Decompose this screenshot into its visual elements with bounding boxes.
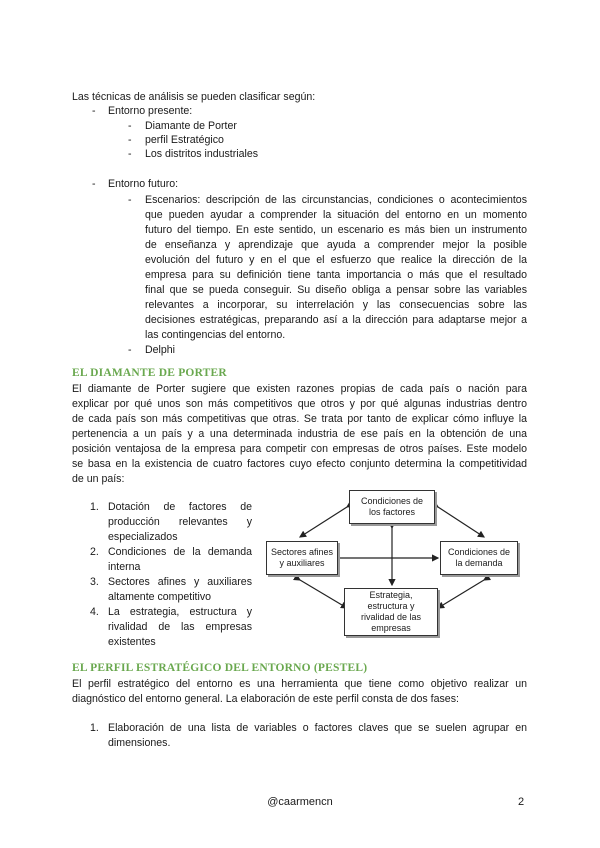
list-item-line: Elaboración de una lista de variables o factores claves que se suelen agrupar en xyxy=(108,722,527,734)
escenarios-line: Escenarios: descripción de las circunstancias, condiciones o acontecimientos xyxy=(145,194,527,206)
list-item-line: producción relevantes y xyxy=(108,516,252,528)
list-item-line: interna xyxy=(108,561,141,573)
paragraph-line: explicar por qué unos son más competitivos que otros y por qué algunas industrias dentro xyxy=(72,398,527,410)
bullet-dash: - xyxy=(128,148,132,160)
list-item-line: dimensiones. xyxy=(108,737,171,749)
escenarios-line: evolución del futuro y en el que el esfuerzo que realice la dirección de la xyxy=(145,254,527,266)
diagram-box-text: empresas xyxy=(371,623,411,633)
diagram-box-text: estructura y xyxy=(367,601,415,611)
paragraph-line: El perfil estratégico del entorno es una herramienta que tiene como objetivo realizar un xyxy=(72,678,527,690)
diagram-box-estrategia xyxy=(344,588,438,636)
diagram-box-text: y auxiliares xyxy=(279,558,325,568)
bullet-dash: - xyxy=(92,105,96,117)
bullet-dash: - xyxy=(128,134,132,146)
escenarios-line: relevantes a incorporar, su interrelación y las consecuencias sobre las xyxy=(145,299,527,311)
delphi-item: Delphi xyxy=(145,344,176,356)
escenarios-line: final que se pueda conseguir. Su diseño obliga a pensar sobre las variables xyxy=(145,284,527,296)
bullet-dash: - xyxy=(128,194,132,206)
list-number: 2. xyxy=(90,546,99,558)
list-item-line: Dotación de factores de xyxy=(108,501,252,513)
diagram-box-text: Condiciones de xyxy=(447,547,511,557)
arrow-top-right xyxy=(438,507,484,537)
intro-text: Las técnicas de análisis se pueden clasificar según: xyxy=(72,91,316,103)
diagram-box-text: Sectores afines xyxy=(270,547,334,557)
diagram-box-text: rivalidad de las xyxy=(360,612,422,622)
list-item-line: existentes xyxy=(108,636,156,648)
list-item-line: rivalidad de las empresas xyxy=(108,621,252,633)
escenarios-line: de enseñanza y aprendizaje que ayuda a comprender mejor la posible xyxy=(145,239,527,251)
presente-item-diamante: Diamante de Porter xyxy=(145,120,237,132)
page-number: 2 xyxy=(518,796,525,808)
arrow-top-left xyxy=(300,507,347,537)
escenarios-line: empresa para su definición tiene tanta importancia o más que el resultado xyxy=(145,269,527,281)
list-item-line: Condiciones de la demanda xyxy=(108,546,252,558)
footer-handle: @caarmencn xyxy=(267,796,333,808)
paragraph-line: se basa en la existencia de cuatro factores cuyo efecto conjunto determina la competitividad xyxy=(72,458,527,470)
arrow-bottom-right xyxy=(438,580,484,608)
presente-label: Entorno presente: xyxy=(108,105,193,117)
bullet-dash: - xyxy=(128,344,132,356)
list-item-line: altamente competitivo xyxy=(108,591,212,603)
list-item-line: Sectores afines y auxiliares xyxy=(108,576,252,588)
section-heading-pestel: EL PERFIL ESTRATÉGICO DEL ENTORNO (PESTEL) xyxy=(72,662,368,674)
paragraph-line: pertenencia a un país y a una determinada industria de ese país en la obtención de una xyxy=(72,428,527,440)
diagram-box-text: los factores xyxy=(368,507,416,517)
escenarios-line: las contingencias del entorno. xyxy=(145,329,286,341)
bullet-dash: - xyxy=(128,120,132,132)
section-heading-diamante: EL DIAMANTE DE PORTER xyxy=(72,367,227,379)
futuro-label: Entorno futuro: xyxy=(108,178,179,190)
list-number: 1. xyxy=(90,501,99,513)
list-item-line: La estrategia, estructura y xyxy=(108,606,252,618)
escenarios-line: futuro del tiempo. En este sentido, un escenario es más bien un instrumento xyxy=(145,224,527,236)
escenarios-line: decisiones estratégicas, preparando así a la dirección para adaptarse mejor a xyxy=(145,314,527,326)
paragraph-line: posición ventajosa de la empresa para competir con empresas de otros países. Este modelo xyxy=(72,443,527,455)
list-item-line: especializados xyxy=(108,531,178,543)
paragraph-line: de un país: xyxy=(72,473,125,485)
diagram-box-text: Condiciones de xyxy=(360,496,424,506)
presente-item-perfil: perfil Estratégico xyxy=(145,134,224,146)
diagram-box-text: Estrategia, xyxy=(369,590,413,600)
paragraph-line: El diamante de Porter sugiere que existen razones propias de cada país o nación para xyxy=(72,383,527,395)
bullet-dash: - xyxy=(92,178,96,190)
list-number: 1. xyxy=(90,722,99,734)
diagram-box-text: la demanda xyxy=(455,558,503,568)
diagram-box-factores xyxy=(349,490,435,524)
escenarios-line: que pueden ayudar a comprender la situación del entorno en un momento xyxy=(145,209,527,221)
arrow-bottom-left xyxy=(300,580,347,608)
presente-item-distritos: Los distritos industriales xyxy=(145,148,259,160)
diagram-box-demanda xyxy=(440,541,518,575)
paragraph-line: de cada país son más competitivas que otras. Se trata por tanto de explicar cómo influye la xyxy=(72,413,527,425)
list-number: 4. xyxy=(90,606,99,618)
diagram-box-sectores xyxy=(266,541,338,575)
list-number: 3. xyxy=(90,576,99,588)
paragraph-line: diagnóstico del entorno general. La elaboración de este perfil consta de dos fases: xyxy=(72,693,459,705)
